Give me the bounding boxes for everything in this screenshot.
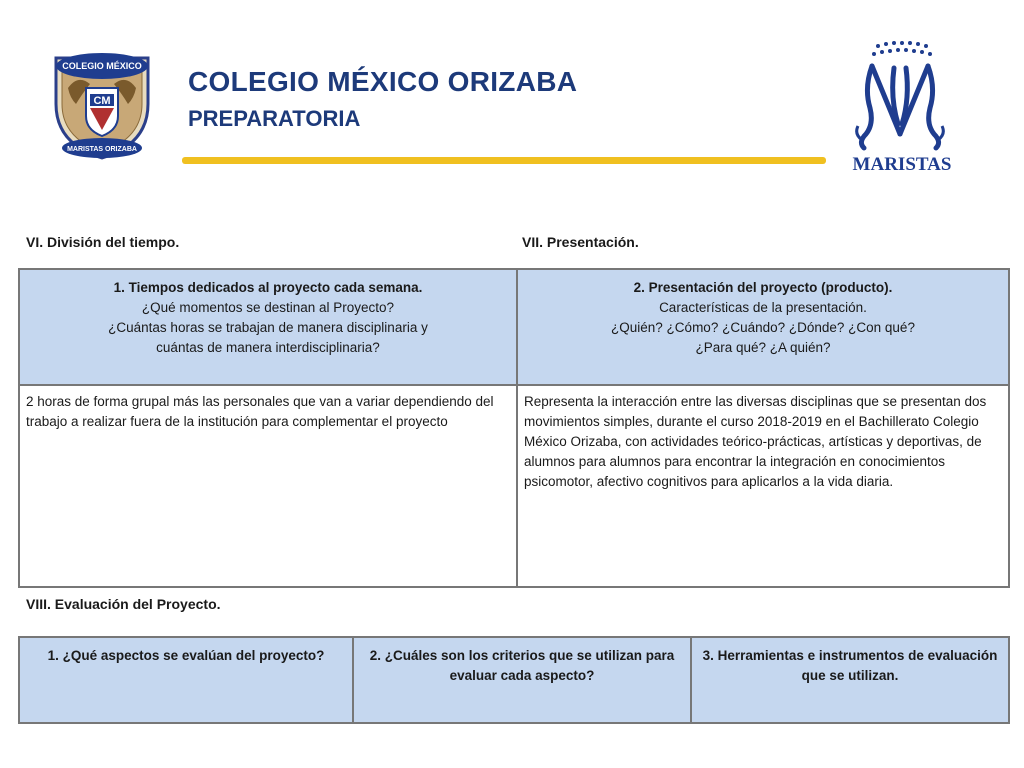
school-name-title: COLEGIO MÉXICO ORIZABA <box>188 66 578 97</box>
section-vi-title: VI. División del tiempo. <box>26 234 180 250</box>
presentation-body-text: Representa la interacción entre las diversas disciplinas que se presentan dos movimientos simples, durante el curso 2018-2019 en el Bachillerato Colegio México Orizaba, con actividades teórico-prácticas, artísticas y deportivas, de alumnos para alumnos para encontrar la integración en conocimientos psicomotor, afectivo cognitivos para aplicarlos a la vida diaria. <box>524 394 987 489</box>
presentation-header-line: Características de la presentación. <box>659 300 867 315</box>
evaluation-header-cell: 2. ¿Cuáles son los criterios que se utilizan para evaluar cada aspecto? <box>353 637 691 723</box>
time-header-title: 1. Tiempos dedicados al proyecto cada semana. <box>113 280 423 295</box>
time-header-line: ¿Cuántas horas se trabajan de manera disciplinaria y <box>108 320 428 335</box>
presentation-header-title: 2. Presentación del proyecto (producto). <box>633 280 893 295</box>
section-viii-title: VIII. Evaluación del Proyecto. <box>26 596 221 612</box>
time-header-line: cuántas de manera interdisciplinaria? <box>156 340 380 355</box>
crest-bottom-text: MARISTAS ORIZABA <box>67 146 137 153</box>
time-header-cell <box>19 269 517 385</box>
header-accent-line <box>182 157 826 164</box>
presentation-header-line: ¿Para qué? ¿A quién? <box>695 340 831 355</box>
time-body-cell <box>19 385 517 587</box>
time-header-line: ¿Qué momentos se destinan al Proyecto? <box>141 300 395 315</box>
presentation-header-cell <box>517 269 1009 385</box>
evaluation-header-cell: 1. ¿Qué aspectos se evalúan del proyecto? <box>19 637 353 723</box>
time-presentation-table <box>18 268 1010 588</box>
school-subtitle: PREPARATORIA <box>188 106 361 131</box>
evaluation-header-cell: 3. Herramientas e instrumentos de evaluación que se utilizan. <box>691 637 1009 723</box>
evaluation-table <box>18 636 1010 724</box>
crest-initials: CM <box>93 95 111 107</box>
presentation-body-cell <box>517 385 1009 587</box>
colegio-mexico-crest-logo <box>46 44 158 162</box>
presentation-header-line: ¿Quién? ¿Cómo? ¿Cuándo? ¿Dónde? ¿Con qué? <box>611 320 915 335</box>
time-body-text: 2 horas de forma grupal más las personales que van a variar dependiendo del trabajo a realizar fuera de la institución para complementar el proyecto <box>26 394 494 429</box>
maristas-wordmark: MARISTAS <box>852 154 952 175</box>
maristas-monogram-logo <box>842 38 966 178</box>
crest-top-text: COLEGIO MÉXICO <box>62 61 142 71</box>
section-vii-title: VII. Presentación. <box>522 234 639 250</box>
